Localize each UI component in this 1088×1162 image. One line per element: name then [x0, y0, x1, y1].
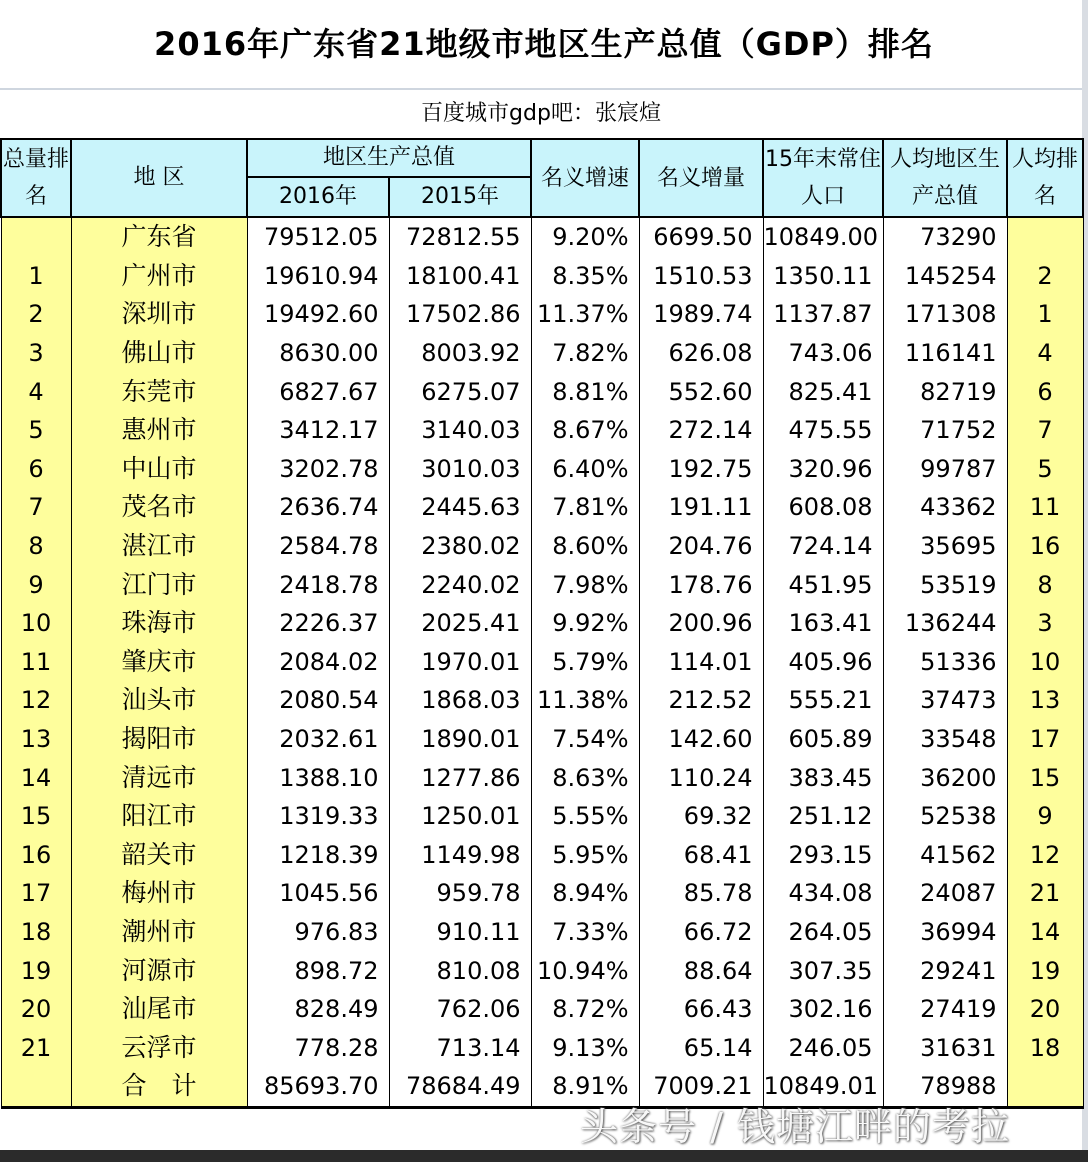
- cell-per-capita: 51336: [883, 643, 1007, 682]
- cell-per-capita: 37473: [883, 681, 1007, 720]
- cell-increase: 1510.53: [639, 257, 763, 296]
- cell-pc-rank: [1007, 1067, 1083, 1107]
- cell-gdp-2015: 2025.41: [389, 604, 531, 643]
- cell-gdp-2015: 6275.07: [389, 372, 531, 411]
- table-row: [1, 913, 1083, 952]
- cell-per-capita: 99787: [883, 450, 1007, 489]
- cell-per-capita: 82719: [883, 372, 1007, 411]
- cell-pc-rank: 6: [1007, 372, 1083, 411]
- cell-gdp-2015: 1277.86: [389, 758, 531, 797]
- cell-per-capita: 43362: [883, 488, 1007, 527]
- cell-growth: 7.82%: [531, 334, 639, 373]
- cell-growth: 8.72%: [531, 990, 639, 1029]
- cell-gdp-2015: 78684.49: [389, 1067, 531, 1107]
- cell-population: 307.35: [763, 951, 883, 990]
- cell-gdp-2015: 713.14: [389, 1028, 531, 1067]
- cell-population: 302.16: [763, 990, 883, 1029]
- cell-per-capita: 145254: [883, 257, 1007, 296]
- cell-rank: [1, 217, 71, 257]
- cell-increase: 200.96: [639, 604, 763, 643]
- cell-gdp-2015: 72812.55: [389, 217, 531, 257]
- cell-region: 肇庆市: [71, 643, 247, 682]
- cell-gdp-2016: 2584.78: [247, 527, 389, 566]
- cell-per-capita: 116141: [883, 334, 1007, 373]
- cell-pc-rank: 20: [1007, 990, 1083, 1029]
- cell-population: 293.15: [763, 836, 883, 875]
- cell-region: 广东省: [71, 217, 247, 257]
- cell-per-capita: 171308: [883, 295, 1007, 334]
- cell-increase: 88.64: [639, 951, 763, 990]
- cell-increase: 6699.50: [639, 217, 763, 257]
- cell-rank: 13: [1, 720, 71, 759]
- cell-rank: 21: [1, 1028, 71, 1067]
- subtitle: 百度城市gdp吧：张宸煊: [421, 101, 661, 126]
- cell-gdp-2016: 6827.67: [247, 372, 389, 411]
- cell-increase: 68.41: [639, 836, 763, 875]
- cell-population: 246.05: [763, 1028, 883, 1067]
- cell-gdp-2016: 898.72: [247, 951, 389, 990]
- cell-gdp-2016: 2418.78: [247, 565, 389, 604]
- cell-population: 825.41: [763, 372, 883, 411]
- cell-growth: 7.81%: [531, 488, 639, 527]
- cell-pc-rank: 14: [1007, 913, 1083, 952]
- table-row: [1, 797, 1083, 836]
- cell-population: 251.12: [763, 797, 883, 836]
- cell-population: 475.55: [763, 411, 883, 450]
- cell-per-capita: 29241: [883, 951, 1007, 990]
- cell-increase: 142.60: [639, 720, 763, 759]
- cell-region: 云浮市: [71, 1028, 247, 1067]
- cell-pc-rank: 1: [1007, 295, 1083, 334]
- cell-growth: 5.55%: [531, 797, 639, 836]
- cell-rank: 18: [1, 913, 71, 952]
- cell-gdp-2016: 1388.10: [247, 758, 389, 797]
- cell-gdp-2016: 828.49: [247, 990, 389, 1029]
- cell-rank: 4: [1, 372, 71, 411]
- cell-region: 东莞市: [71, 372, 247, 411]
- cell-gdp-2016: 3412.17: [247, 411, 389, 450]
- cell-increase: 114.01: [639, 643, 763, 682]
- cell-increase: 552.60: [639, 372, 763, 411]
- cell-growth: 11.38%: [531, 681, 639, 720]
- header-gdp: 地区生产总值: [247, 139, 531, 177]
- cell-per-capita: 78988: [883, 1067, 1007, 1107]
- title-divider: [0, 88, 1088, 90]
- cell-per-capita: 35695: [883, 527, 1007, 566]
- cell-increase: 212.52: [639, 681, 763, 720]
- cell-per-capita: 136244: [883, 604, 1007, 643]
- cell-increase: 272.14: [639, 411, 763, 450]
- cell-increase: 626.08: [639, 334, 763, 373]
- table-row: [1, 450, 1083, 489]
- cell-rank: 10: [1, 604, 71, 643]
- cell-rank: 9: [1, 565, 71, 604]
- cell-rank: 6: [1, 450, 71, 489]
- cell-pc-rank: 7: [1007, 411, 1083, 450]
- cell-increase: 85.78: [639, 874, 763, 913]
- header-population: 15年末常住人口: [763, 139, 883, 217]
- cell-gdp-2015: 1250.01: [389, 797, 531, 836]
- cell-increase: 66.72: [639, 913, 763, 952]
- cell-per-capita: 27419: [883, 990, 1007, 1029]
- cell-growth: 11.37%: [531, 295, 639, 334]
- table-row: [1, 334, 1083, 373]
- cell-per-capita: 31631: [883, 1028, 1007, 1067]
- table-row: [1, 758, 1083, 797]
- cell-pc-rank: 21: [1007, 874, 1083, 913]
- cell-region: 珠海市: [71, 604, 247, 643]
- footer-band: [0, 1150, 1088, 1162]
- cell-per-capita: 53519: [883, 565, 1007, 604]
- cell-population: 605.89: [763, 720, 883, 759]
- table-row: [1, 372, 1083, 411]
- cell-gdp-2016: 2080.54: [247, 681, 389, 720]
- cell-gdp-2016: 19610.94: [247, 257, 389, 296]
- table-row: [1, 643, 1083, 682]
- cell-per-capita: 36200: [883, 758, 1007, 797]
- cell-region: 合 计: [71, 1067, 247, 1107]
- table-row: [1, 257, 1083, 296]
- cell-increase: 178.76: [639, 565, 763, 604]
- cell-growth: 8.63%: [531, 758, 639, 797]
- table-row: [1, 488, 1083, 527]
- cell-growth: 9.13%: [531, 1028, 639, 1067]
- cell-gdp-2016: 3202.78: [247, 450, 389, 489]
- cell-population: 1350.11: [763, 257, 883, 296]
- header-region: 地 区: [71, 139, 247, 217]
- cell-population: 724.14: [763, 527, 883, 566]
- table-row: [1, 874, 1083, 913]
- cell-increase: 191.11: [639, 488, 763, 527]
- cell-rank: 16: [1, 836, 71, 875]
- cell-growth: 5.95%: [531, 836, 639, 875]
- cell-region: 湛江市: [71, 527, 247, 566]
- cell-growth: 10.94%: [531, 951, 639, 990]
- cell-pc-rank: 17: [1007, 720, 1083, 759]
- cell-population: 608.08: [763, 488, 883, 527]
- cell-gdp-2016: 85693.70: [247, 1067, 389, 1107]
- cell-pc-rank: 2: [1007, 257, 1083, 296]
- cell-pc-rank: 15: [1007, 758, 1083, 797]
- cell-region: 河源市: [71, 951, 247, 990]
- header-pc-rank: 人均排名: [1007, 139, 1083, 217]
- gdp-table: [0, 138, 1084, 1109]
- cell-growth: 7.33%: [531, 913, 639, 952]
- cell-per-capita: 36994: [883, 913, 1007, 952]
- cell-rank: 5: [1, 411, 71, 450]
- cell-gdp-2015: 8003.92: [389, 334, 531, 373]
- cell-rank: 17: [1, 874, 71, 913]
- cell-region: 江门市: [71, 565, 247, 604]
- cell-pc-rank: 19: [1007, 951, 1083, 990]
- table-row: [1, 604, 1083, 643]
- cell-increase: 204.76: [639, 527, 763, 566]
- cell-region: 梅州市: [71, 874, 247, 913]
- cell-increase: 1989.74: [639, 295, 763, 334]
- header-per-capita: 人均地区生产总值: [883, 139, 1007, 217]
- cell-gdp-2015: 3140.03: [389, 411, 531, 450]
- cell-region: 揭阳市: [71, 720, 247, 759]
- cell-rank: 15: [1, 797, 71, 836]
- cell-pc-rank: 18: [1007, 1028, 1083, 1067]
- cell-rank: 2: [1, 295, 71, 334]
- cell-pc-rank: 5: [1007, 450, 1083, 489]
- cell-rank: 12: [1, 681, 71, 720]
- cell-region: 潮州市: [71, 913, 247, 952]
- cell-rank: 3: [1, 334, 71, 373]
- cell-pc-rank: 8: [1007, 565, 1083, 604]
- cell-per-capita: 71752: [883, 411, 1007, 450]
- cell-population: 320.96: [763, 450, 883, 489]
- cell-rank: 14: [1, 758, 71, 797]
- cell-rank: 7: [1, 488, 71, 527]
- cell-population: 10849.01: [763, 1067, 883, 1107]
- cell-rank: 19: [1, 951, 71, 990]
- cell-growth: 5.79%: [531, 643, 639, 682]
- cell-rank: 11: [1, 643, 71, 682]
- cell-growth: 8.60%: [531, 527, 639, 566]
- cell-increase: 7009.21: [639, 1067, 763, 1107]
- cell-growth: 7.54%: [531, 720, 639, 759]
- cell-pc-rank: 10: [1007, 643, 1083, 682]
- header-2016: 2016年: [247, 177, 389, 217]
- table-row: [1, 681, 1083, 720]
- cell-gdp-2015: 1890.01: [389, 720, 531, 759]
- cell-gdp-2016: 2226.37: [247, 604, 389, 643]
- cell-population: 163.41: [763, 604, 883, 643]
- cell-growth: 9.20%: [531, 217, 639, 257]
- cell-gdp-2016: 1045.56: [247, 874, 389, 913]
- cell-gdp-2016: 8630.00: [247, 334, 389, 373]
- cell-region: 韶关市: [71, 836, 247, 875]
- cell-population: 405.96: [763, 643, 883, 682]
- cell-population: 451.95: [763, 565, 883, 604]
- cell-increase: 192.75: [639, 450, 763, 489]
- cell-gdp-2016: 778.28: [247, 1028, 389, 1067]
- cell-growth: 8.91%: [531, 1067, 639, 1107]
- cell-growth: 8.81%: [531, 372, 639, 411]
- cell-pc-rank: 16: [1007, 527, 1083, 566]
- cell-increase: 66.43: [639, 990, 763, 1029]
- cell-population: 555.21: [763, 681, 883, 720]
- header-growth: 名义增速: [531, 139, 639, 217]
- header-increase: 名义增量: [639, 139, 763, 217]
- cell-region: 茂名市: [71, 488, 247, 527]
- table-row: [1, 951, 1083, 990]
- cell-growth: 6.40%: [531, 450, 639, 489]
- cell-increase: 69.32: [639, 797, 763, 836]
- cell-gdp-2016: 19492.60: [247, 295, 389, 334]
- cell-gdp-2016: 1218.39: [247, 836, 389, 875]
- cell-region: 清远市: [71, 758, 247, 797]
- watermark: 头条号 / 钱塘江畔的考拉: [580, 1105, 1010, 1149]
- cell-pc-rank: 13: [1007, 681, 1083, 720]
- table-row: [1, 990, 1083, 1029]
- cell-gdp-2015: 2445.63: [389, 488, 531, 527]
- table-row: [1, 720, 1083, 759]
- cell-growth: 8.67%: [531, 411, 639, 450]
- cell-population: 1137.87: [763, 295, 883, 334]
- cell-gdp-2015: 959.78: [389, 874, 531, 913]
- cell-region: 汕头市: [71, 681, 247, 720]
- cell-gdp-2015: 1970.01: [389, 643, 531, 682]
- cell-rank: 1: [1, 257, 71, 296]
- cell-rank: 20: [1, 990, 71, 1029]
- cell-gdp-2016: 2084.02: [247, 643, 389, 682]
- cell-increase: 65.14: [639, 1028, 763, 1067]
- cell-per-capita: 24087: [883, 874, 1007, 913]
- cell-growth: 9.92%: [531, 604, 639, 643]
- cell-region: 深圳市: [71, 295, 247, 334]
- cell-gdp-2015: 17502.86: [389, 295, 531, 334]
- cell-per-capita: 41562: [883, 836, 1007, 875]
- cell-region: 佛山市: [71, 334, 247, 373]
- cell-gdp-2016: 976.83: [247, 913, 389, 952]
- cell-gdp-2015: 2240.02: [389, 565, 531, 604]
- table-body: [1, 217, 1083, 1107]
- cell-rank: 8: [1, 527, 71, 566]
- cell-population: 434.08: [763, 874, 883, 913]
- cell-pc-rank: 9: [1007, 797, 1083, 836]
- cell-gdp-2015: 2380.02: [389, 527, 531, 566]
- cell-population: 264.05: [763, 913, 883, 952]
- cell-population: 743.06: [763, 334, 883, 373]
- table-row: [1, 836, 1083, 875]
- header-2015: 2015年: [389, 177, 531, 217]
- cell-per-capita: 73290: [883, 217, 1007, 257]
- table-row: [1, 295, 1083, 334]
- cell-region: 阳江市: [71, 797, 247, 836]
- cell-growth: 7.98%: [531, 565, 639, 604]
- cell-gdp-2016: 2032.61: [247, 720, 389, 759]
- table-row: [1, 565, 1083, 604]
- cell-rank: [1, 1067, 71, 1107]
- table-row: [1, 1028, 1083, 1067]
- cell-pc-rank: 4: [1007, 334, 1083, 373]
- cell-gdp-2015: 762.06: [389, 990, 531, 1029]
- cell-pc-rank: 12: [1007, 836, 1083, 875]
- cell-region: 惠州市: [71, 411, 247, 450]
- cell-gdp-2015: 18100.41: [389, 257, 531, 296]
- cell-pc-rank: 11: [1007, 488, 1083, 527]
- cell-growth: 8.94%: [531, 874, 639, 913]
- cell-gdp-2016: 79512.05: [247, 217, 389, 257]
- cell-per-capita: 52538: [883, 797, 1007, 836]
- cell-gdp-2015: 1868.03: [389, 681, 531, 720]
- cell-region: 广州市: [71, 257, 247, 296]
- cell-increase: 110.24: [639, 758, 763, 797]
- table-row: [1, 527, 1083, 566]
- table-row: [1, 411, 1083, 450]
- cell-population: 10849.00: [763, 217, 883, 257]
- cell-population: 383.45: [763, 758, 883, 797]
- cell-per-capita: 33548: [883, 720, 1007, 759]
- cell-gdp-2016: 2636.74: [247, 488, 389, 527]
- cell-gdp-2015: 1149.98: [389, 836, 531, 875]
- cell-gdp-2015: 3010.03: [389, 450, 531, 489]
- cell-gdp-2015: 910.11: [389, 913, 531, 952]
- page-title: 2016年广东省21地级市地区生产总值（GDP）排名: [154, 25, 934, 63]
- table-row: [1, 217, 1083, 257]
- cell-region: 汕尾市: [71, 990, 247, 1029]
- header-rank: 总量排名: [1, 139, 71, 217]
- cell-pc-rank: 3: [1007, 604, 1083, 643]
- cell-growth: 8.35%: [531, 257, 639, 296]
- cell-gdp-2015: 810.08: [389, 951, 531, 990]
- cell-region: 中山市: [71, 450, 247, 489]
- cell-gdp-2016: 1319.33: [247, 797, 389, 836]
- cell-pc-rank: [1007, 217, 1083, 257]
